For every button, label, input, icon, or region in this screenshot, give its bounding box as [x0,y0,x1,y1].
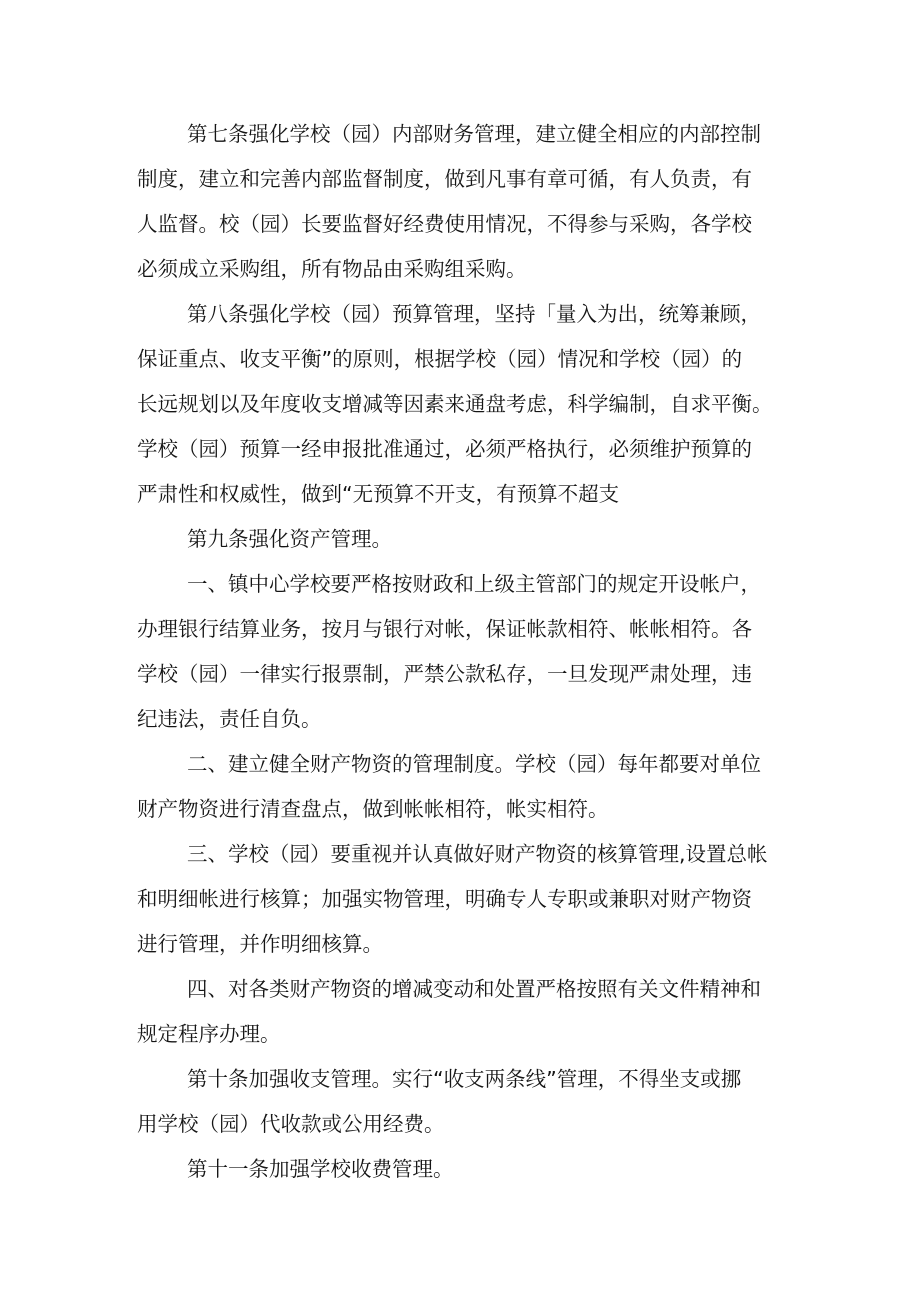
text-line: 学校（园）一律实行报票制，严禁公款私存，一旦发现严肃处理，违 [137,662,752,686]
text-line: 制度，建立和完善内部监督制度，做到凡事有章可循，有人负责，有 [137,167,752,191]
text-line: 第十条加强收支管理。实行“收支两条线”管理，不得坐支或挪 [187,1067,742,1091]
text-line: 三、学校（园）要重视并认真做好财产物资的核算管理,设置总帐 [187,842,768,866]
text-line: 第七条强化学校（园）内部财务管理，建立健全相应的内部控制 [187,122,761,146]
text-line: 学校（园）预算一经申报批准通过，必须严格执行，必须维护预算的 [137,437,752,461]
text-line: 一、镇中心学校要严格按财政和上级主管部门的规定开设帐户， [187,572,761,596]
text-line: 和明细帐进行核算；加强实物管理，明确专人专职或兼职对财产物资 [137,887,752,911]
text-line: 办理银行结算业务，按月与银行对帐，保证帐款相符、帐帐相符。各 [137,617,752,641]
text-line: 四、对各类财产物资的增减变动和处置严格按照有关文件精神和 [187,977,761,1001]
text-line: 二、建立健全财产物资的管理制度。学校（园）每年都要对单位 [187,752,761,776]
text-line: 第八条强化学校（园）预算管理，坚持「量入为出，统筹兼顾， [187,302,761,326]
text-line: 必须成立采购组，所有物品由采购组采购。 [137,257,527,281]
text-line: 第十一条加强学校收费管理。 [187,1157,454,1181]
text-line: 进行管理，并作明细核算。 [137,932,383,956]
text-line: 严肃性和权威性，做到“无预算不开支，有预算不超支 [137,482,620,506]
text-line: 人监督。校（园）长要监督好经费使用情况，不得参与采购，各学校 [137,212,752,236]
text-line: 第九条强化资产管理。 [187,527,392,551]
text-line: 纪违法，责任自负。 [137,707,322,731]
text-line: 长远规划以及年度收支增减等因素来通盘考虑，科学编制，自求平衡。 [137,392,773,416]
text-line: 规定程序办理。 [137,1022,281,1046]
text-line: 用学校（园）代收款或公用经费。 [137,1112,445,1136]
text-line: 保证重点、收支平衡”的原则，根据学校（园）情况和学校（园）的 [137,347,743,371]
text-line: 财产物资进行清查盘点，做到帐帐相符，帐实相符。 [137,797,609,821]
